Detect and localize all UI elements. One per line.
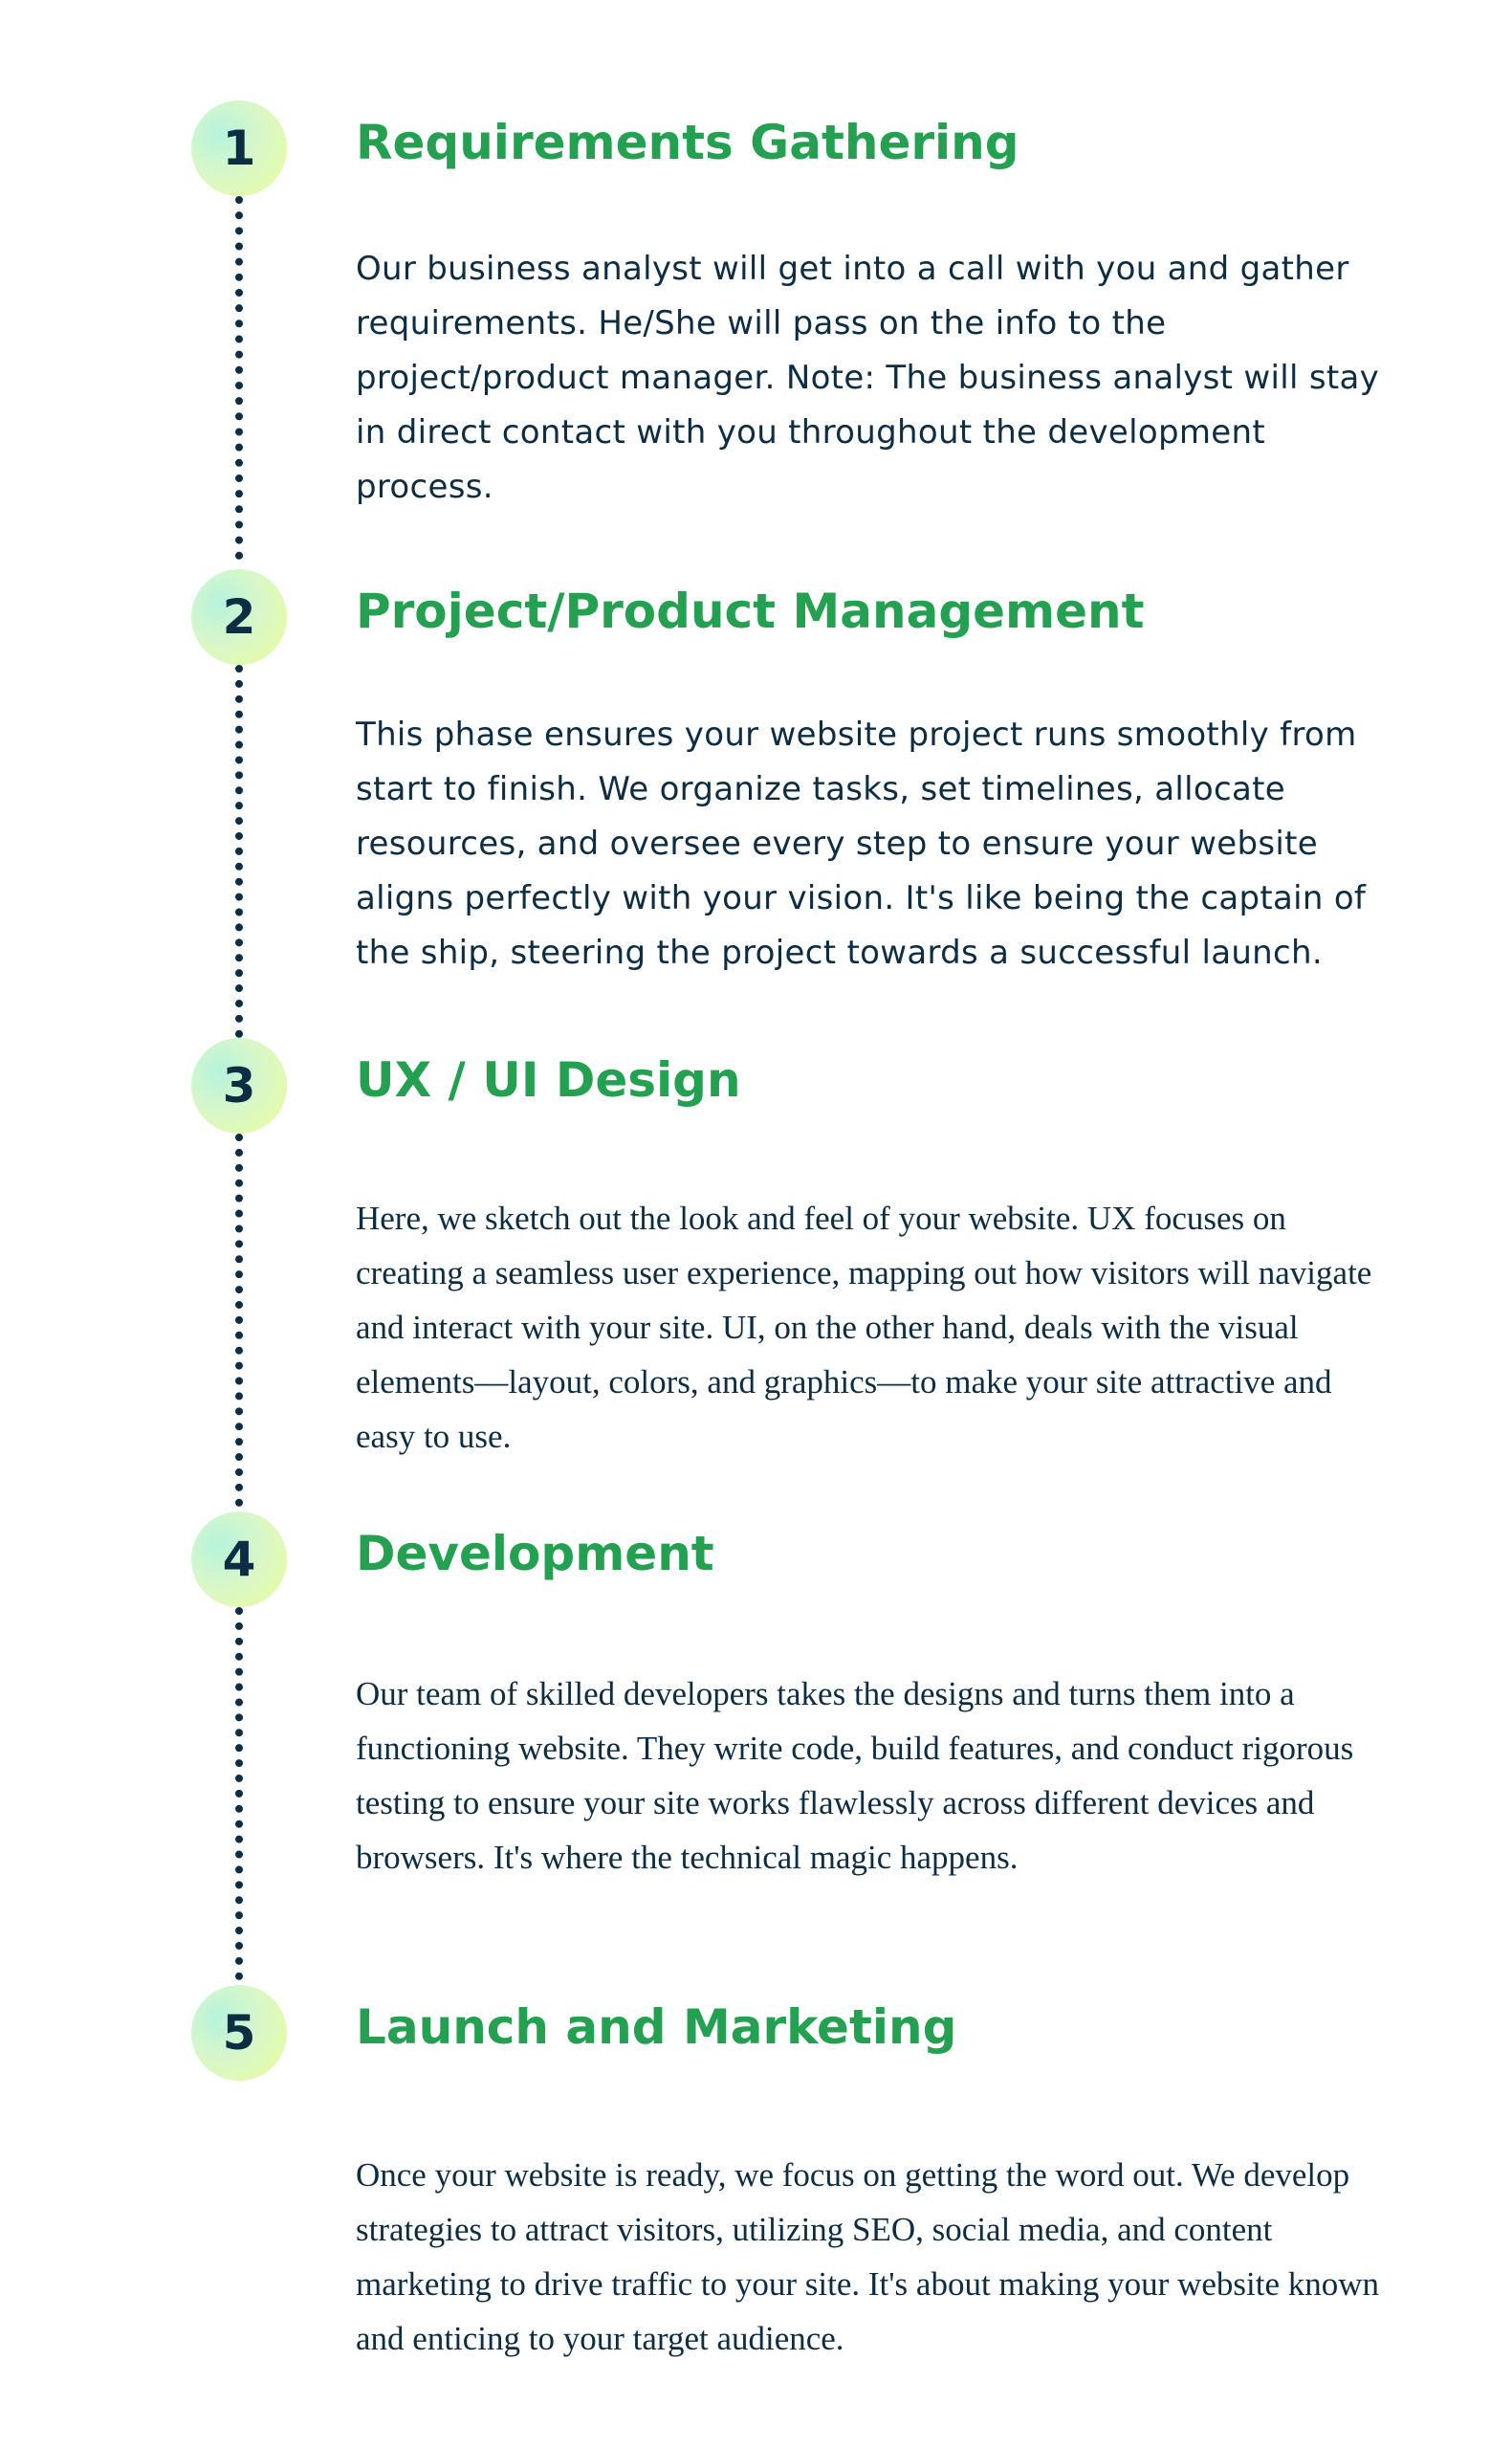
timeline-connector xyxy=(235,196,243,560)
step-description: Our business analyst will get into a call with you and gather requirements. He/She will pass on the info to the project/product manager. Note: The business analyst will stay in direct contact with you throughout the development process. xyxy=(356,250,1380,506)
timeline-connector xyxy=(235,1134,243,1507)
step-number-badge: 2 xyxy=(191,569,287,665)
step-number-badge: 4 xyxy=(191,1511,287,1607)
step-title: Project/Product Management xyxy=(356,584,1145,639)
step-title: UX / UI Design xyxy=(356,1052,741,1108)
step-title: Requirements Gathering xyxy=(356,115,1019,170)
timeline-connector xyxy=(235,1607,243,1980)
step-title: Launch and Marketing xyxy=(356,1999,957,2055)
step-description: Our team of skilled developers takes the designs and turns them into a functioning website. They write code, build features, and conduct rigorous testing to ensure your site works flawlessly across different devices and browsers. It's where the technical magic happens. xyxy=(356,1675,1354,1876)
step-number-badge: 3 xyxy=(191,1038,287,1134)
step-description: This phase ensures your website project runs smoothly from start to finish. We organize tasks, set timelines, allocate resources, and oversee every step to ensure your website aligns perfectly with your vision. It's like being the captain of the ship, steering the project towards a successful launch. xyxy=(356,716,1367,972)
step-number-badge: 1 xyxy=(191,100,287,196)
timeline-connector xyxy=(235,665,243,1038)
step-description: Here, we sketch out the look and feel of your website. UX focuses on creating a seamless user experience, mapping out how visitors will navigate and interact with your site. UI, on the other hand, deals with the visual elements—layout, colors, and graphics—to make your site attractive and easy to use. xyxy=(356,1200,1372,1455)
step-title: Development xyxy=(356,1526,714,1581)
step-number-badge: 5 xyxy=(191,1985,287,2081)
step-description: Once your website is ready, we focus on getting the word out. We develop strategies to attract visitors, utilizing SEO, social media, and content marketing to drive traffic to your site. It's about making your website known and enticing to your target audience. xyxy=(356,2156,1380,2357)
